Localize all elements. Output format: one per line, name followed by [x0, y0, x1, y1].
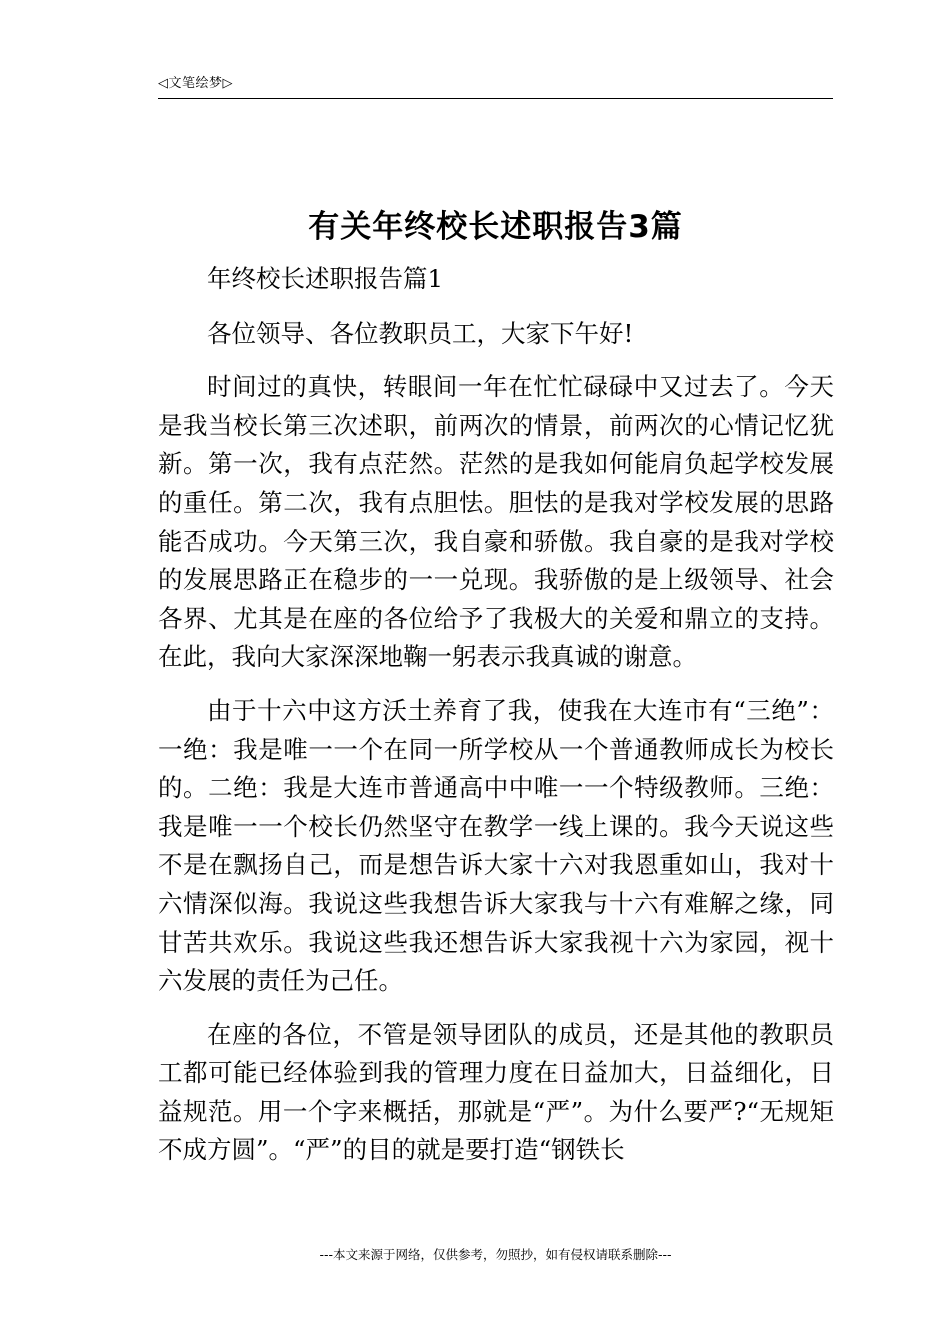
page-footer-disclaimer: ---本文来源于网络，仅供参考，勿照抄，如有侵权请联系删除---	[319, 1247, 672, 1262]
greeting-paragraph: 各位领导、各位教职员工，大家下午好!	[207, 318, 634, 348]
body-paragraph-3: 在座的各位，不管是领导团队的成员，还是其他的教职员工都可能已经体验到我的管理力度在日益加大，日益细化，日益规范。用一个字来概括，那就是“严”。为什么要严?“无规矩不成方圆”。“严”的目的就是要打造“钢铁长	[158, 1019, 834, 1165]
document-title: 有关年终校长述职报告3篇	[308, 209, 683, 245]
body-paragraph-2: 由于十六中这方沃土养育了我，使我在大连市有“三绝”：一绝：我是唯一一个在同一所学校从一个普通教师成长为校长的。二绝：我是大连市普通高中中唯一一个特级教师。三绝：我是唯一一个校长仍然坚守在教学一线上课的。我今天说这些不是在飘扬自己，而是想告诉大家十六对我恩重如山，我对十六情深似海。我说这些我想告诉大家我与十六有难解之缘，同甘苦共欢乐。我说这些我还想告诉大家我视十六为家园，视十六发展的责任为己任。	[158, 695, 834, 996]
header-brand-text: ◁文笔绘梦▷	[158, 76, 233, 91]
section-heading: 年终校长述职报告篇1	[207, 264, 444, 293]
page-header	[158, 74, 833, 99]
document-body	[158, 260, 834, 1170]
body-paragraph-1: 时间过的真快，转眼间一年在忙忙碌碌中又过去了。今天是我当校长第三次述职，前两次的情景，前两次的心情记忆犹新。第一次，我有点茫然。茫然的是我如何能肩负起学校发展的重任。第二次，我有点胆怯。胆怯的是我对学校发展的思路能否成功。今天第三次，我自豪和骄傲。我自豪的是我对学校的发展思路正在稳步的一一兑现。我骄傲的是上级领导、社会各界、尤其是在座的各位给予了我极大的关爱和鼎立的支持。在此，我向大家深深地鞠一躬表示我真诚的谢意。	[158, 372, 834, 672]
